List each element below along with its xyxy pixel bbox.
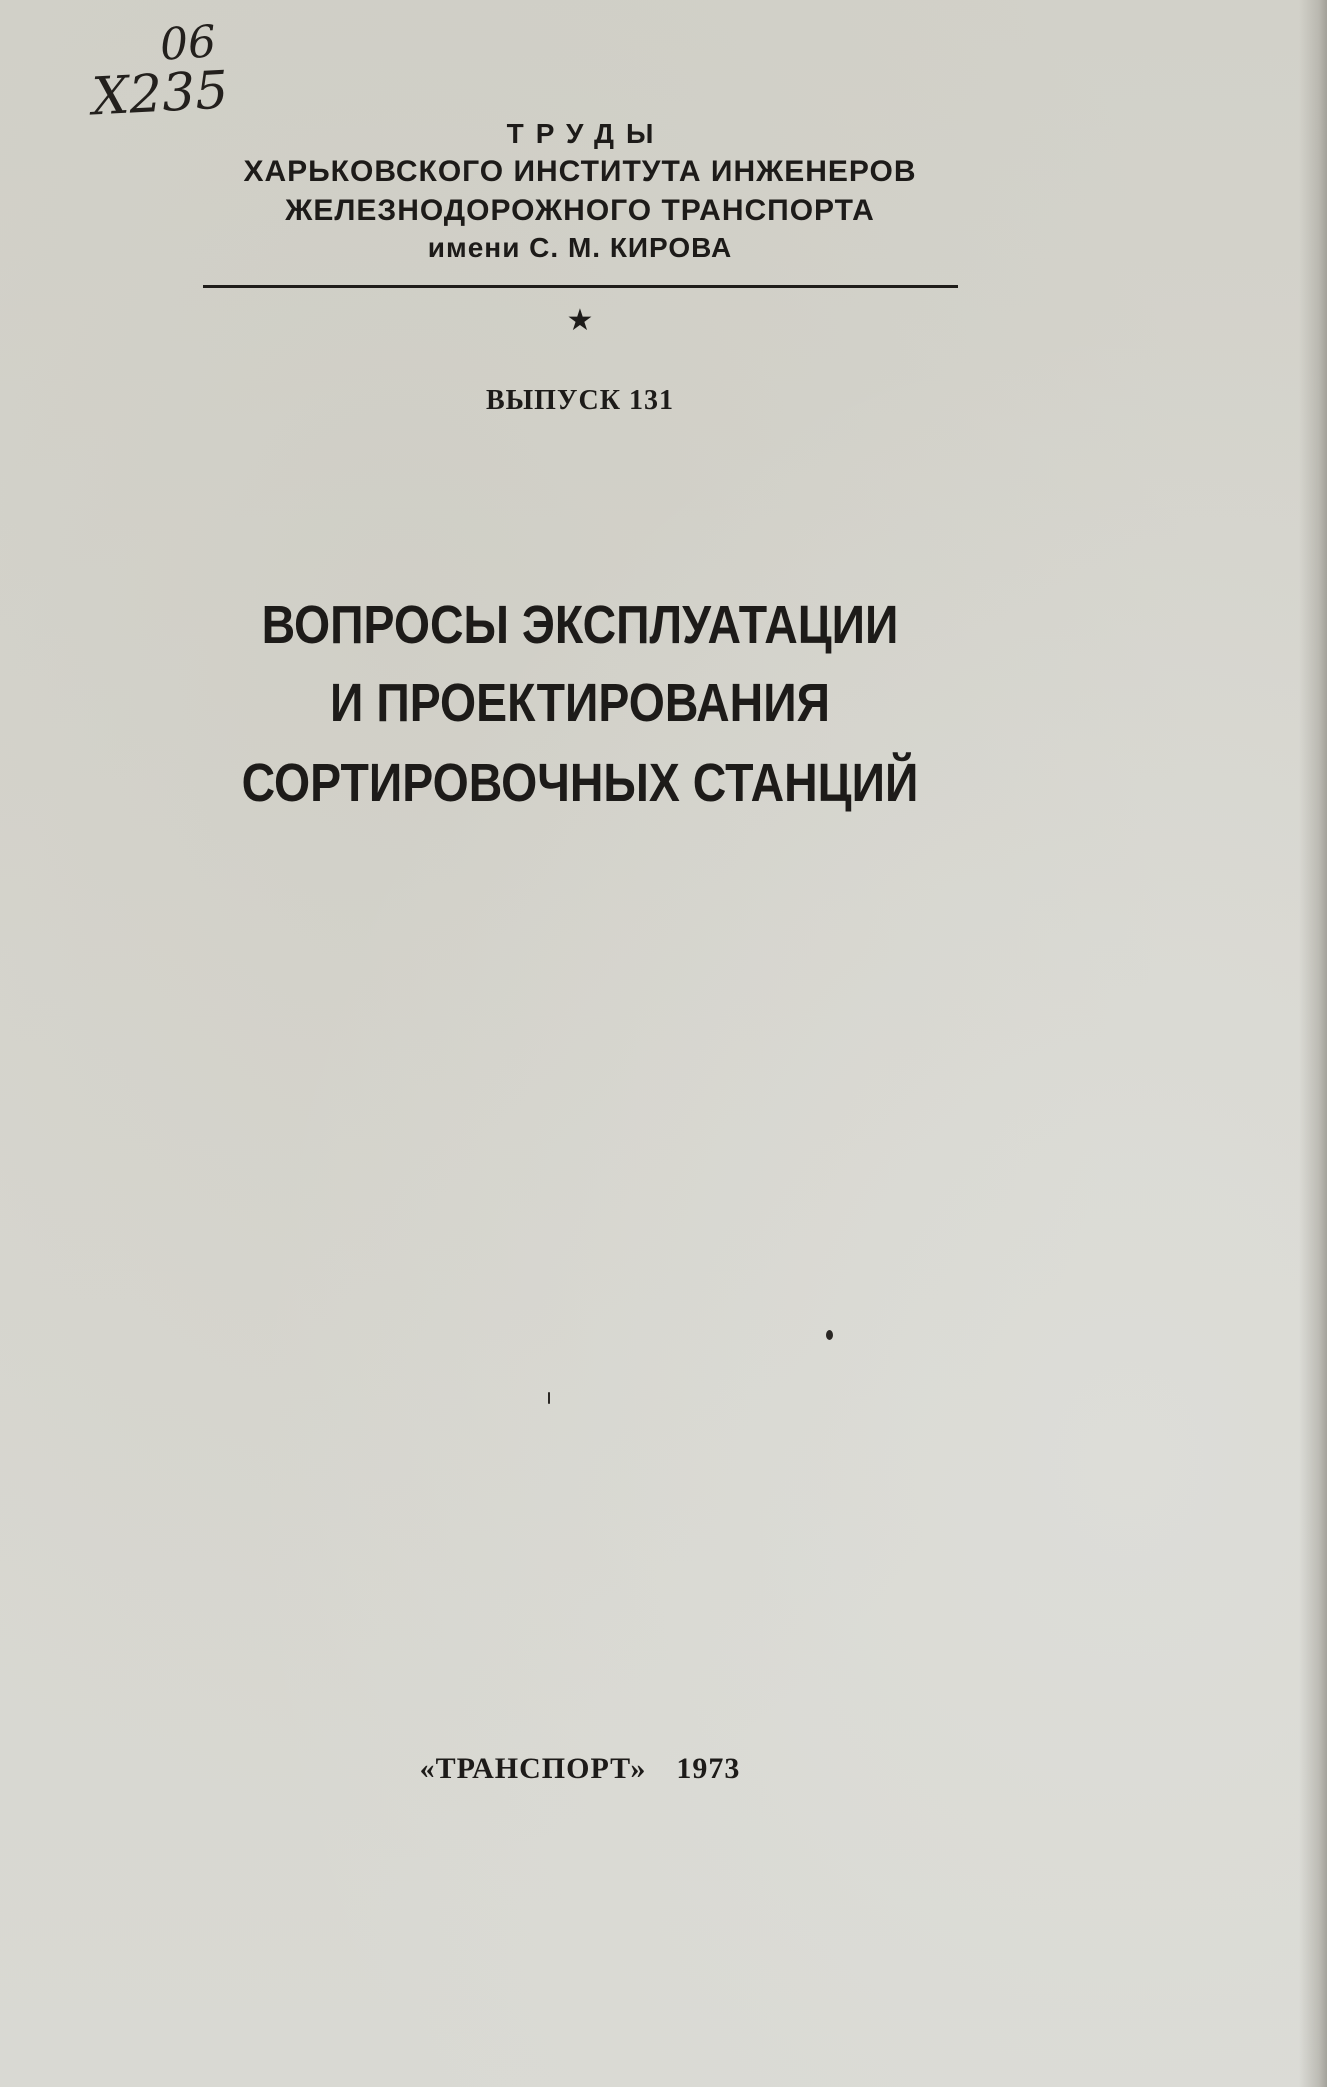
paper-speck — [548, 1392, 550, 1404]
book-title-line-3: СОРТИРОВОЧНЫХ СТАНЦИЙ — [241, 753, 919, 813]
paper-speck — [826, 1330, 833, 1340]
institution-line-3: имени С. М. КИРОВА — [427, 232, 733, 263]
institution-line-2: ЖЕЛЕЗНОДОРОЖНОГО ТРАНСПОРТА — [285, 194, 875, 227]
book-title-line-1: ВОПРОСЫ ЭКСПЛУАТАЦИИ — [261, 595, 899, 655]
institution-line-1: ХАРЬКОВСКОГО ИНСТИТУТА ИНЖЕНЕРОВ — [243, 155, 917, 188]
star-ornament-icon: ★ — [566, 303, 594, 338]
publication-year: 1973 — [676, 1752, 741, 1785]
publisher-imprint — [0, 1752, 1160, 1786]
publisher-name: «ТРАНСПОРТ» — [419, 1752, 647, 1785]
handwritten-mark-line2: Х235 — [90, 60, 230, 128]
book-title-line-2: И ПРОЕКТИРОВАНИЯ — [330, 673, 830, 733]
series-title: ТРУДЫ — [506, 118, 666, 149]
header-divider — [203, 285, 958, 288]
handwritten-mark-line1: 06 — [158, 16, 218, 71]
issue-number: ВЫПУСК 131 — [485, 385, 675, 416]
page-edge-shadow — [1299, 0, 1327, 2087]
handwritten-shelf-mark — [92, 18, 282, 130]
